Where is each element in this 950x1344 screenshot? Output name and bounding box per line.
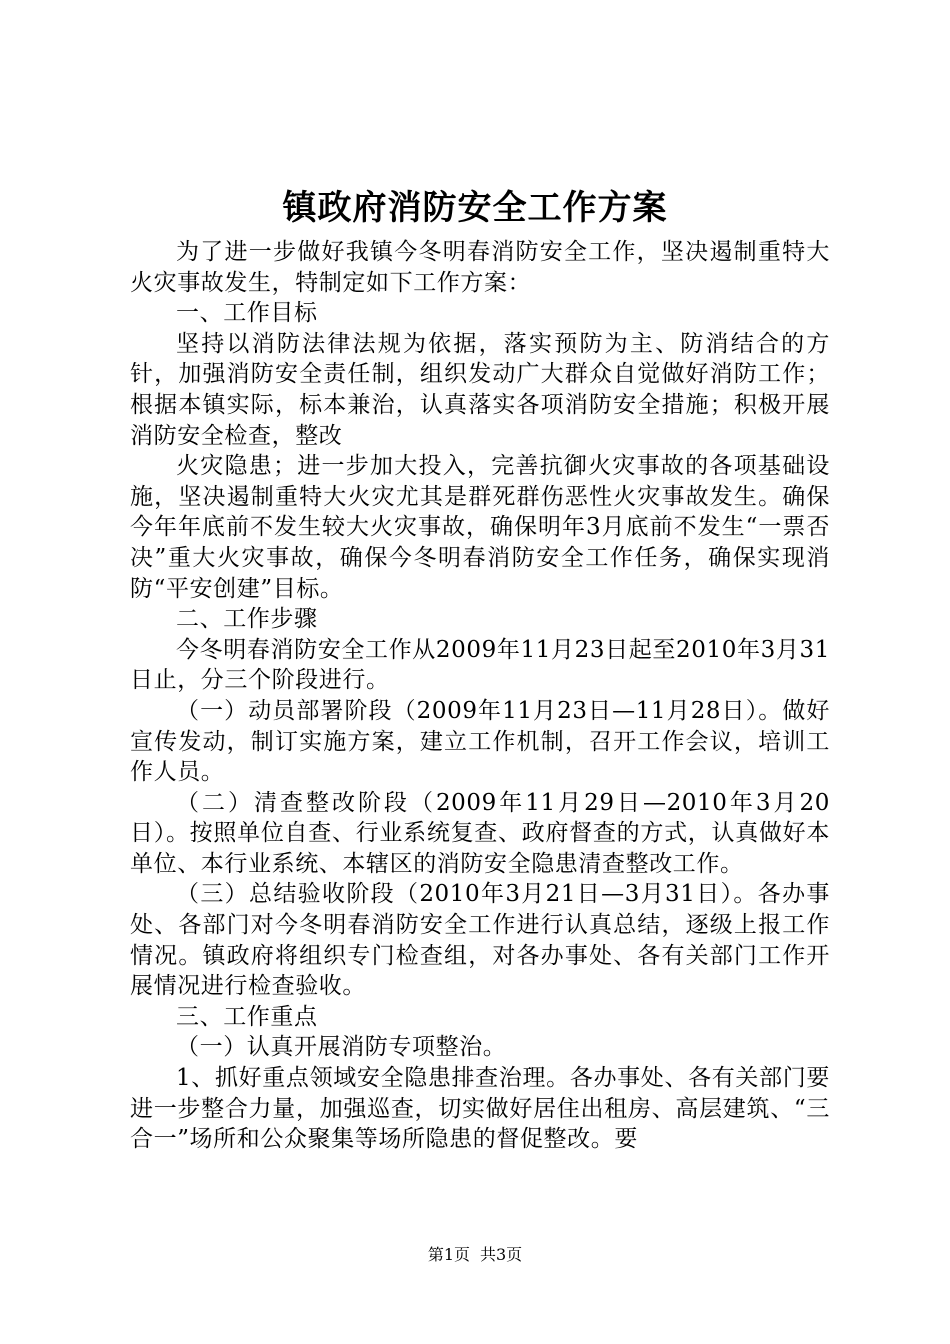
paragraph-intro: 为了进一步做好我镇今冬明春消防安全工作，坚决遏制重特大火灾事故发生，特制定如下工作方案： (130, 239, 830, 296)
section-heading-goals: 一、工作目标 (176, 300, 318, 327)
page-total: 共3页 (480, 1245, 523, 1264)
document-title: 镇政府消防安全工作方案 (282, 188, 668, 228)
page-number: 第1页 (427, 1245, 470, 1264)
paragraph-step-3: （三）总结验收阶段（2010年3月21日—3月31日）。各办事处、各部门对今冬明春消防安全工作进行认真总结，逐级上报工作情况。镇政府将组织专门检查组，对各办事处、各有关部门工作开展情况进行检查验收。 (130, 881, 830, 1000)
section-heading-focus: 三、工作重点 (176, 1003, 318, 1030)
subheading-focus-1: （一）认真开展消防专项整治。 (176, 1034, 507, 1061)
paragraph-steps-overview: 今冬明春消防安全工作从2009年11月23日起至2010年3月31日止，分三个阶段进行。 (130, 636, 830, 694)
paragraph-goals-continued: 火灾隐患；进一步加大投入，完善抗御火灾事故的各项基础设施，坚决遏制重特大火灾尤其是群死群伤恶性火灾事故发生。确保今年年底前不发生较大火灾事故，确保明年3月底前不发生“一票否决”重大火灾事故，确保今冬明春消防安全工作任务，确保实现消防“平安创建”目标。 (130, 453, 830, 602)
page-footer (0, 1243, 950, 1267)
paragraph-focus-1-1: 1、抓好重点领域安全隐患排查治理。各办事处、各有关部门要进一步整合力量，加强巡查，切实做好居住出租房、高层建筑、“三合一”场所和公众聚集等场所隐患的督促整改。要 (130, 1065, 830, 1153)
paragraph-step-1: （一）动员部署阶段（2009年11月23日—11月28日）。做好宣传发动，制订实施方案，建立工作机制，召开工作会议，培训工作人员。 (130, 697, 830, 786)
paragraph-step-2: （二）清查整改阶段（2009年11月29日—2010年3月20日）。按照单位自查、行业系统复查、政府督查的方式，认真做好本单位、本行业系统、本辖区的消防安全隐患清查整改工作。 (130, 789, 830, 877)
section-heading-steps: 二、工作步骤 (176, 606, 318, 633)
paragraph-goals: 坚持以消防法律法规为依据，落实预防为主、防消结合的方针，加强消防安全责任制，组织发动广大群众自觉做好消防工作；根据本镇实际，标本兼治，认真落实各项消防安全措施；积极开展消防安全检查，整改 (130, 330, 830, 449)
document-body (130, 237, 830, 1155)
